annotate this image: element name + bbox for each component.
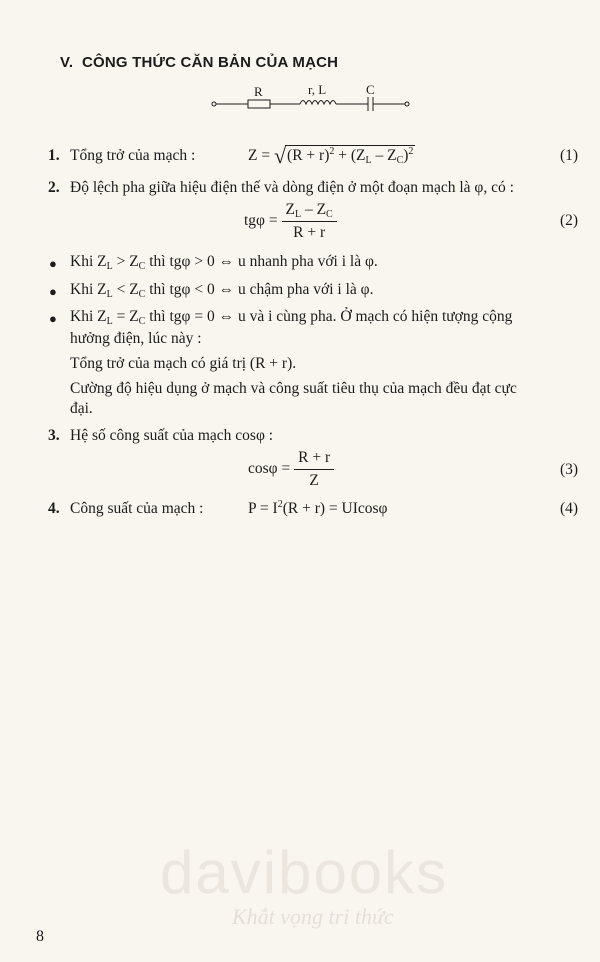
fraction-tg: $\frac{Z_L - Z_C}{R + r}$ xyxy=(282,201,337,242)
resonance-current-line2: đại. xyxy=(70,400,93,417)
formula-2: tgφ = $\frac{Z_L - Z_C}{R + r}$ xyxy=(244,201,337,242)
fraction-cos: $\frac{R + r}{Z}$ xyxy=(294,449,334,490)
eq-number-2: (2) xyxy=(560,212,579,229)
formula-3: cosφ = $\frac{R + r}{Z}$ xyxy=(248,449,334,490)
eq-number-3: (3) xyxy=(560,461,579,478)
label-rl: r, L xyxy=(308,82,327,97)
inductor-symbol xyxy=(300,101,336,105)
circuit-diagram xyxy=(200,80,420,118)
item-4-text: Công suất của mạch : xyxy=(70,500,204,517)
label-c: C xyxy=(366,82,375,97)
bullet-3-text: Khi $Z_L = Z_C$ thì tgφ = 0 ⇔ u và i cùng pha. Ở mạch có hiện tượng cộng xyxy=(70,308,513,327)
bullet-icon: ● xyxy=(49,256,57,271)
bullet-3-line2: hưởng điện, lúc này : xyxy=(70,330,202,347)
section-number: V. xyxy=(60,54,74,71)
formula-1: $Z = √(R + r)^2 + (Z_L - Z_C)^2$ xyxy=(248,143,414,168)
terminal-left xyxy=(212,102,216,106)
bullet-2-text: Khi $Z_L < Z_C$ thì tgφ < 0 ⇔ u chậm pha với i là φ. xyxy=(70,281,374,300)
label-r: R xyxy=(254,84,263,99)
resonance-current-line1: Cường độ hiệu dụng ở mạch và công suất tiêu thụ của mạch đều đạt cực xyxy=(70,380,517,397)
terminal-right xyxy=(405,102,409,106)
radicand: $(R + r)^2 + (Z_L - Z_C)^2$ xyxy=(287,146,414,166)
item-4-number: 4. xyxy=(48,500,60,517)
section-heading xyxy=(60,54,338,71)
bullet-icon: ● xyxy=(49,284,57,299)
sqrt-icon: √ xyxy=(273,143,287,168)
bullet-1-text: Khi $Z_L > Z_C$ thì tgφ > 0 ⇔ u nhanh pha với i là φ. xyxy=(70,253,378,272)
eq-number-4: (4) xyxy=(560,500,579,517)
item-2-text: Độ lệch pha giữa hiệu điện thế và dòng điện ở một đoạn mạch là φ, có : xyxy=(70,179,514,196)
watermark-brand: davibooks xyxy=(160,839,449,906)
item-1-text: Tổng trở của mạch : xyxy=(70,147,196,164)
item-1-number: 1. xyxy=(48,147,60,164)
item-3-number: 3. xyxy=(48,427,60,444)
section-title: CÔNG THỨC CĂN BẢN CỦA MẠCH xyxy=(81,54,339,71)
page-number: 8 xyxy=(36,928,44,945)
watermark-tagline: Khắt vọng tri thức xyxy=(232,904,394,929)
item-3-text: Hệ số công suất của mạch cosφ : xyxy=(70,427,274,444)
item-2-number: 2. xyxy=(48,179,60,196)
formula-4: $P = I^2(R + r) = UIcos\varphi$ xyxy=(248,499,388,517)
resonance-impedance: Tổng trở của mạch có giá trị (R + r). xyxy=(70,355,297,372)
bullet-icon: ● xyxy=(49,311,57,326)
resistor-symbol xyxy=(248,100,270,108)
eq-number-1: (1) xyxy=(560,147,579,164)
